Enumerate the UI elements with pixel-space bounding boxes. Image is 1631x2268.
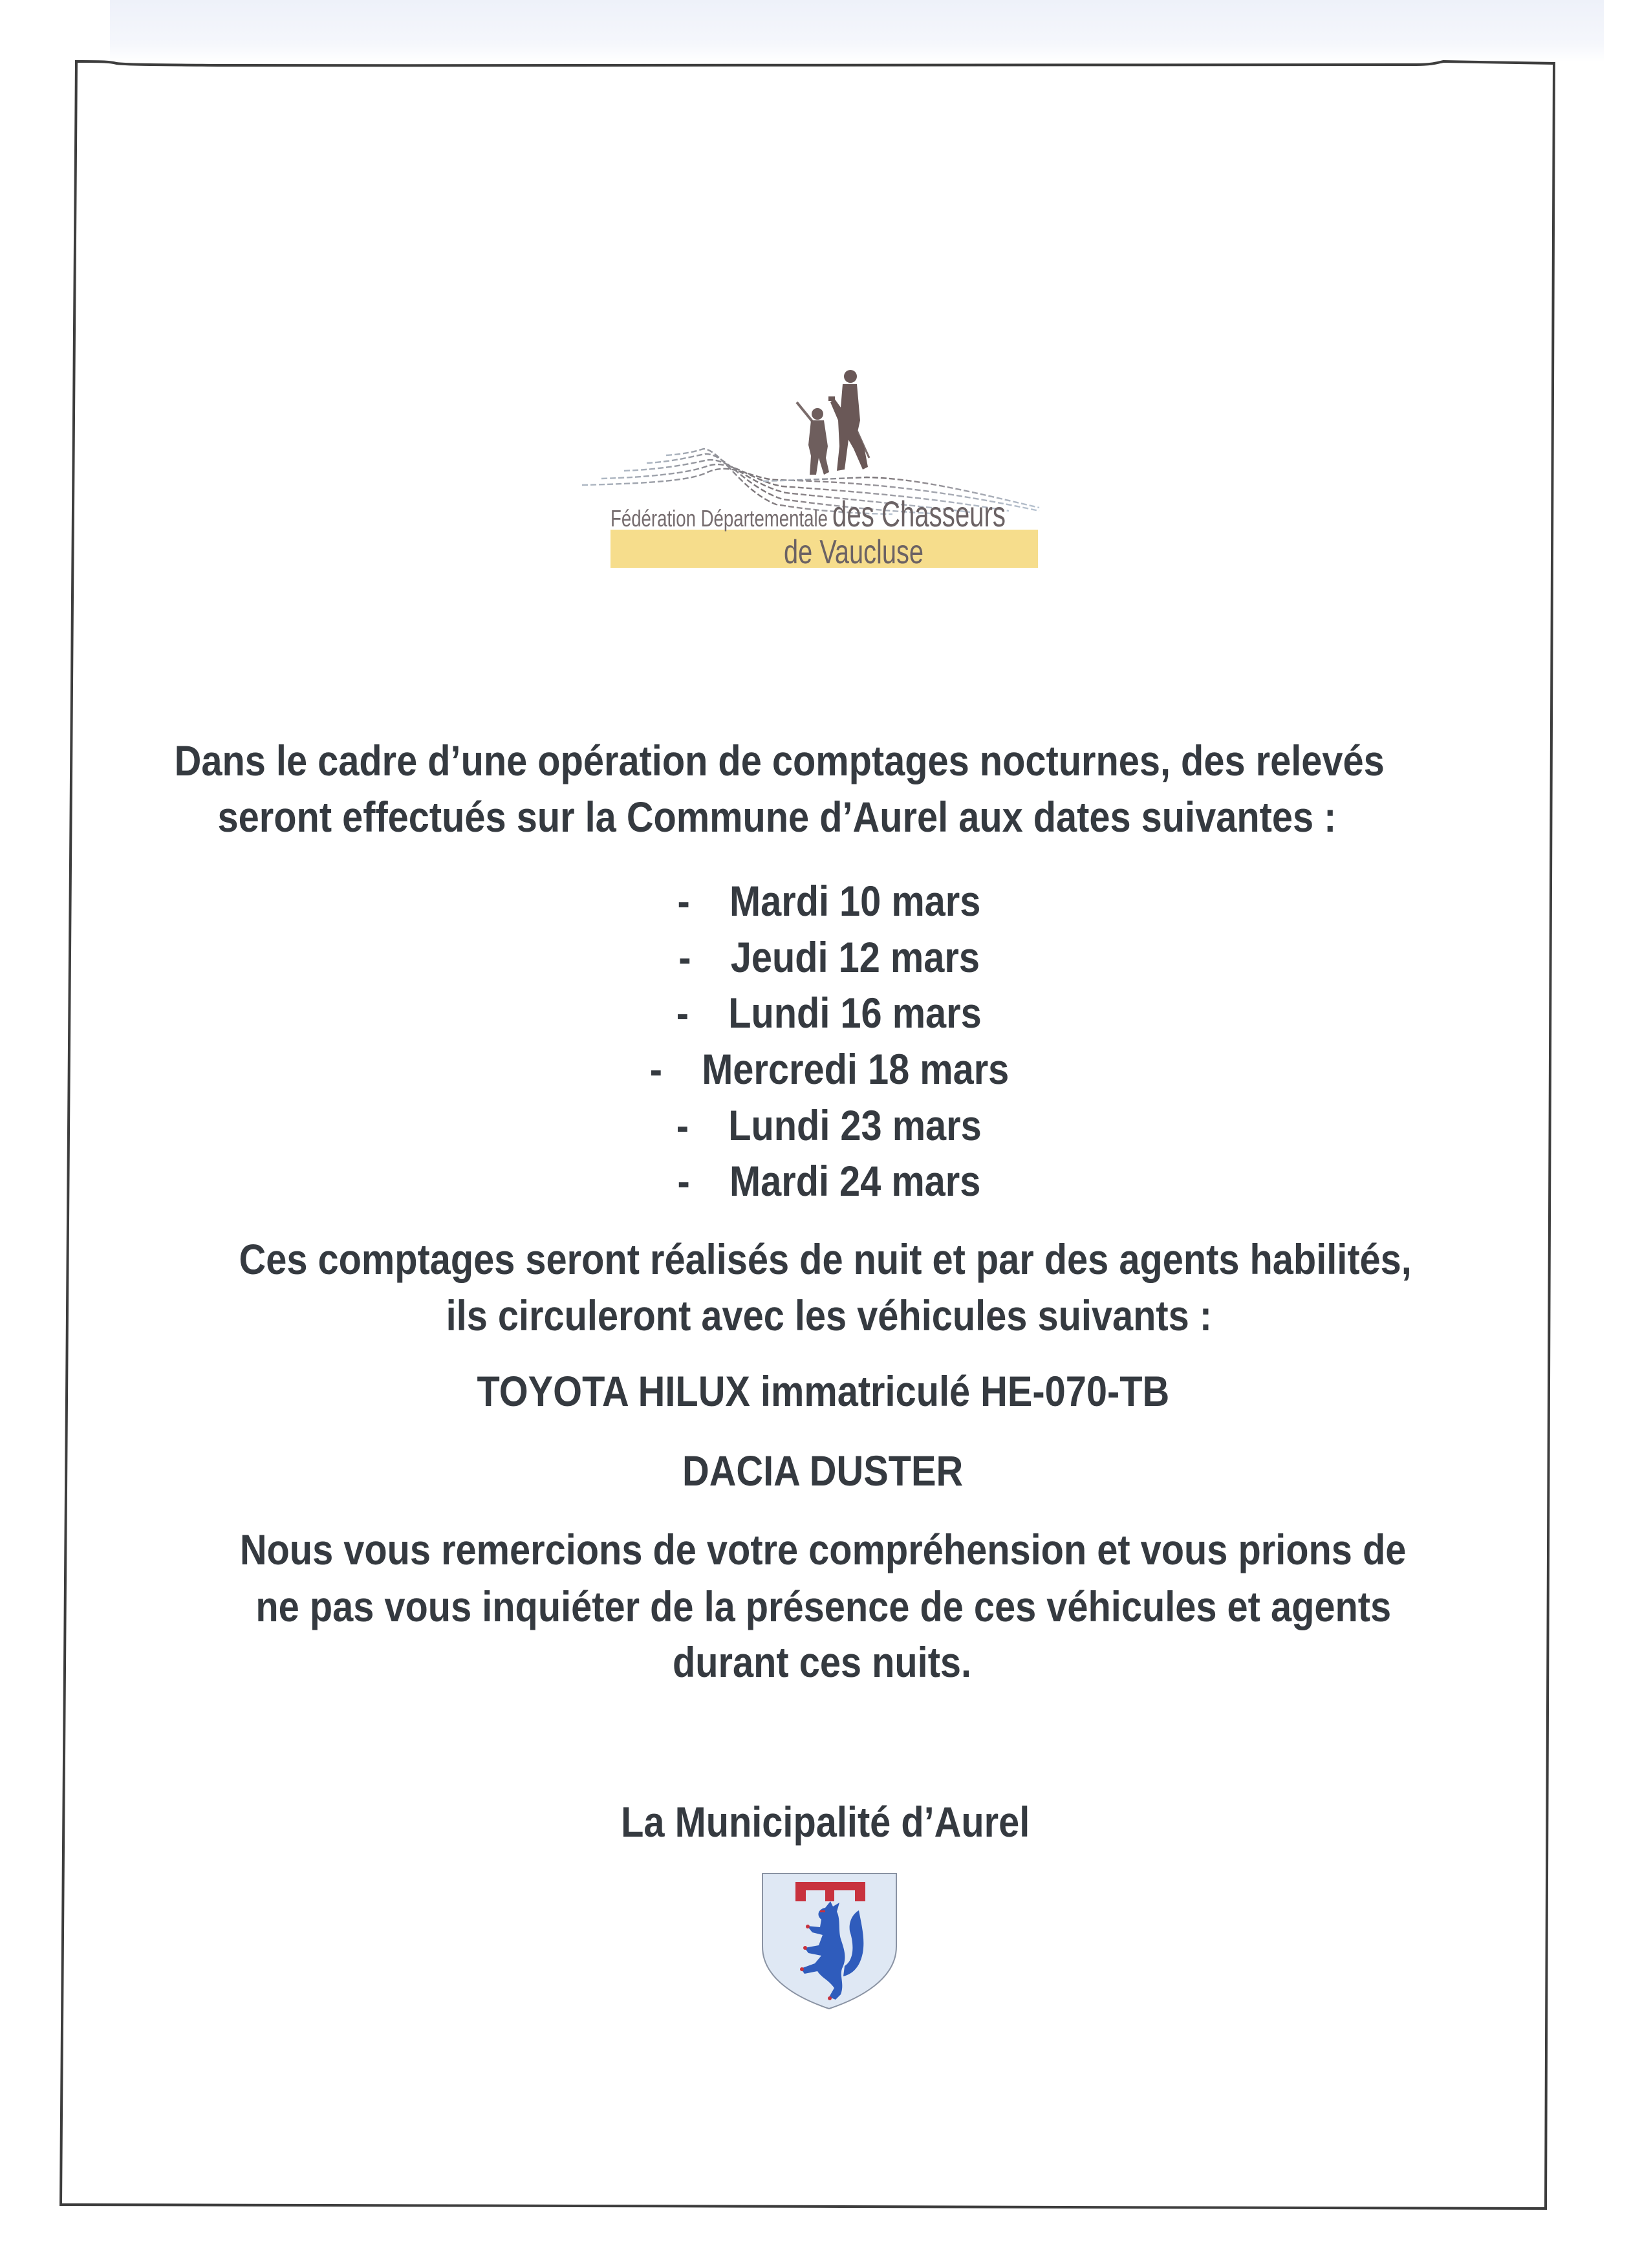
intro-text: seront effectués sur la Commune d’Aurel aux dates suivantes : [217,793,1336,841]
adult-hunter-icon [828,370,869,471]
bullet-dash: - [677,1157,690,1205]
closing-text: ne pas vous inquiéter de la présence de ces véhicules et agents [255,1582,1391,1630]
date-item [27,1045,1631,1093]
agents-text: ils circuleront avec les véhicules suivants : [446,1291,1213,1339]
bullet-dash: - [676,989,689,1037]
date-item [27,1157,1631,1205]
logo-text-federation: Fédération Départementale [610,505,828,532]
signature-text: La Municipalité d’Aurel [620,1798,1030,1846]
aurel-crest-icon [757,1869,902,2013]
bullet-dash: - [677,877,690,925]
intro-line-2 [0,793,1579,841]
closing-text: Nous vous remercions de votre compréhension et vous prions de [240,1526,1407,1573]
bullet-dash: - [678,933,691,981]
date-item [27,933,1631,981]
agents-line-1 [23,1235,1627,1283]
agents-text: Ces comptages seront réalisés de nuit et par des agents habilités, [239,1235,1412,1283]
date-text: Lundi 16 mars [728,989,982,1037]
bullet-dash: - [676,1101,689,1149]
vehicle-text: TOYOTA HILUX immatriculé HE-070-TB [477,1367,1170,1415]
date-text: Mercredi 18 mars [701,1045,1009,1093]
agents-line-2 [27,1291,1631,1339]
date-text: Jeudi 12 mars [730,933,980,981]
date-item [27,877,1631,925]
date-text: Mardi 10 mars [729,877,981,925]
date-text: Mardi 24 mars [729,1157,981,1205]
intro-text: Dans le cadre d’une opération de comptages nocturnes, des relevés [174,737,1385,784]
date-text: Lundi 23 mars [728,1101,982,1149]
federation-logo-icon [569,362,1048,576]
date-item [27,1101,1631,1149]
closing-line-2 [21,1582,1625,1630]
closing-line-1 [21,1528,1625,1571]
bullet-dash: - [649,1045,662,1093]
logo-text-chasseurs: des Chasseurs [832,493,1006,534]
closing-text: durant ces nuits. [672,1638,972,1686]
vehicle-1 [21,1367,1625,1415]
vehicle-text: DACIA DUSTER [682,1447,964,1495]
signature [23,1798,1627,1846]
date-item [27,989,1631,1037]
closing-line-3 [20,1638,1624,1686]
logo-text-vaucluse: de Vaucluse [784,534,924,571]
child-hunter-icon [797,402,829,475]
intro-line-1 [0,739,1581,782]
vehicle-2 [21,1447,1625,1495]
